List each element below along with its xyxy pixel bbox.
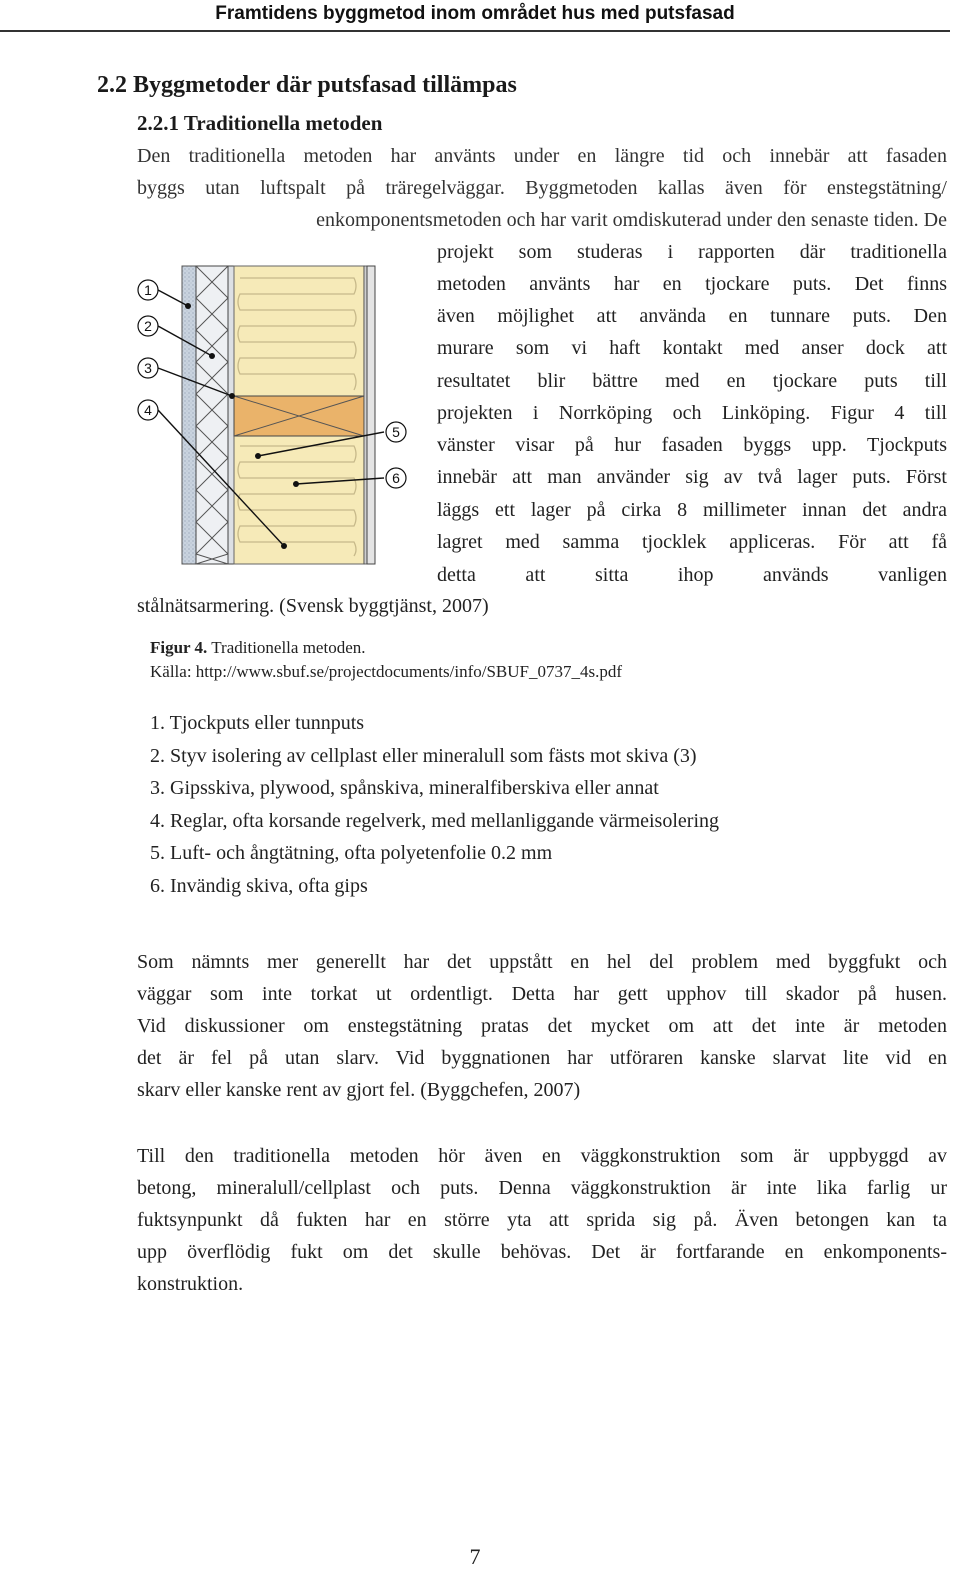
- running-header: Framtidens byggmetod inom området hus med putsfasad: [215, 3, 735, 24]
- figure-source: Källa: http://www.sbuf.se/projectdocuments/info/SBUF_0737_4s.pdf: [150, 662, 623, 681]
- marker-label: 4: [144, 402, 152, 418]
- paragraph-line: Till den traditionella metoden hör även en väggkonstruktion som är uppbyggd av: [137, 1145, 947, 1167]
- body-line: stålnätsarmering. (Svensk byggtjänst, 2007): [137, 595, 489, 617]
- body-line: innebär att man använder sig av två lager puts. Först: [437, 466, 947, 488]
- sheathing-board: [228, 266, 234, 564]
- list-item: 6. Invändig skiva, ofta gips: [150, 874, 368, 897]
- render-layer: [182, 266, 196, 564]
- marker-label: 1: [144, 282, 152, 298]
- intro-line: Den traditionella metoden har använts under en längre tid och innebär att fasaden: [137, 145, 947, 167]
- paragraph-line: väggar som inte torkat ut ordentligt. Detta har gett upphov till skador på husen.: [137, 983, 947, 1005]
- body-line: även möjlighet att använda en tunnare puts. Den: [437, 305, 947, 327]
- inner-board: [367, 266, 375, 564]
- body-paragraph: [137, 946, 947, 1106]
- list-item: 4. Reglar, ofta korsande regelverk, med mellanliggande värmeisolering: [150, 809, 719, 832]
- rigid-insulation-layer: [196, 266, 228, 564]
- marker-label: 5: [392, 424, 400, 440]
- body-line: projekten i Norrköping och Linköping. Figur 4 till: [437, 402, 947, 424]
- list-item: 5. Luft- och ångtätning, ofta polyetenfolie 0.2 mm: [150, 842, 553, 864]
- figure-caption: [150, 636, 622, 684]
- body-line: resultatet blir bättre med en tjockare puts till: [437, 370, 947, 392]
- figure-caption-label: Figur 4.: [150, 638, 208, 657]
- list-item: 2. Styv isolering av cellplast eller mineralull som fästs mot skiva (3): [150, 744, 697, 767]
- list-item: 3. Gipsskiva, plywood, spånskiva, mineralfiberskiva eller annat: [150, 777, 659, 799]
- paragraph-line: konstruktion.: [137, 1273, 244, 1295]
- paragraph-line: Vid diskussioner om enstegstätning pratas det mycket om att det inte är metoden: [137, 1015, 947, 1037]
- page-number: 7: [469, 1544, 481, 1569]
- header-rule: [0, 30, 950, 32]
- intro-line: byggs utan luftspalt på träregelväggar. Byggmetoden kallas även för enstegstätning/: [137, 177, 947, 199]
- list-item: 1. Tjockputs eller tunnputs: [150, 712, 365, 734]
- paragraph-line: betong, mineralull/cellplast och puts. Denna väggkonstruktion är inte lika farlig ur: [137, 1177, 947, 1199]
- marker-label: 3: [144, 360, 152, 376]
- body-line: detta att sitta ihop används vanligen: [437, 564, 947, 586]
- subsection-heading: 2.2.1 Traditionella metoden: [137, 111, 383, 135]
- body-line: lagret med samma tjocklek appliceras. För att få: [437, 531, 947, 553]
- paragraph-line: upp överflödig fukt om det skulle behövas. Det är fortfarande en enkomponents-: [137, 1241, 947, 1263]
- body-line: läggs ett lager på cirka 8 millimeter innan det andra: [437, 499, 947, 521]
- wall-section-figure: [136, 256, 426, 574]
- paragraph-line: fuktsynpunkt då fukten har en större yta att sprida sig på. Även betongen kan ta: [137, 1209, 947, 1231]
- marker-label: 6: [392, 470, 400, 486]
- body-line: metoden använts har en tjockare puts. Det finns: [437, 273, 947, 295]
- body-line: vänster visar på hur fasaden byggs upp. Tjockputs: [437, 434, 947, 456]
- paragraph-line: det är fel på utan slarv. Vid byggnationen har utföraren kanske slarvat lite vid en: [137, 1047, 947, 1069]
- marker-label: 2: [144, 318, 152, 334]
- body-paragraph: [137, 1140, 947, 1300]
- intro-line: enkomponentsmetoden och har varit omdiskuterad under den senaste tiden. De: [316, 209, 947, 231]
- paragraph-line: Som nämnts mer generellt har det uppstått en hel del problem med byggfukt och: [137, 951, 947, 973]
- body-line: murare som vi haft kontakt med anser dock att: [437, 337, 947, 359]
- body-line: projekt som studeras i rapporten där traditionella: [437, 241, 947, 263]
- figure-legend-list: [150, 707, 719, 902]
- section-heading: 2.2 Byggmetoder där putsfasad tillämpas: [97, 72, 517, 98]
- paragraph-line: skarv eller kanske rent av gjort fel. (Byggchefen, 2007): [137, 1079, 581, 1101]
- figure-caption-text: Traditionella metoden.: [207, 638, 366, 657]
